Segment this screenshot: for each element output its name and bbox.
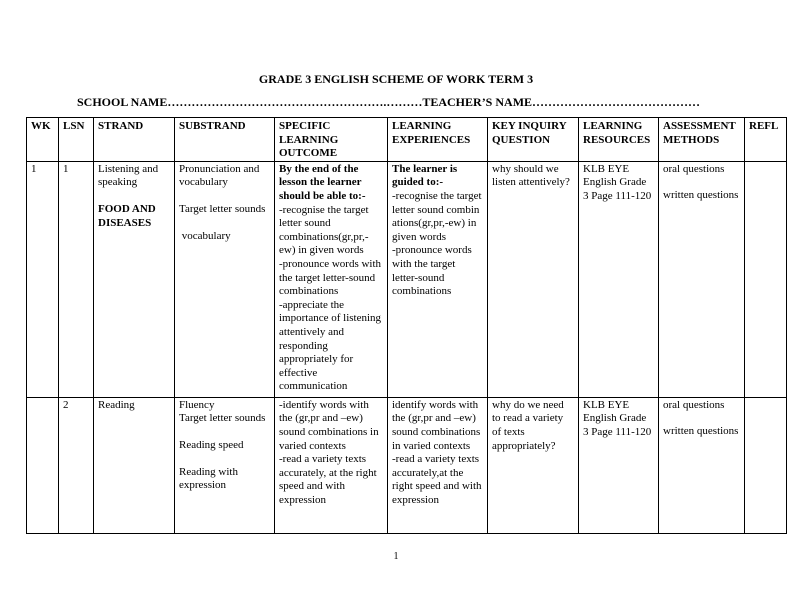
experience-point: identify words with the (gr,pr and –ew) sound combinations in varied contexts (392, 398, 481, 452)
header-experiences: LEARNING EXPERIENCES (388, 118, 488, 162)
substrand-item: Reading speed (179, 438, 244, 451)
header-outcome: SPECIFIC LEARNING OUTCOME (275, 118, 388, 162)
strand-text: Listening and speaking (98, 162, 159, 189)
outcome-point: -recognise the target letter sound combinations(gr,pr,-ew) in given words (279, 203, 369, 257)
cell-assessment (659, 161, 745, 397)
experience-point: -pronounce words with the target letter-sound combinations (392, 244, 472, 298)
cell-substrand (175, 161, 275, 397)
assessment-item: oral questions (663, 162, 725, 175)
cell-resources: KLB EYE English Grade 3 Page 111-120 (579, 397, 659, 533)
assessment-item: written questions (663, 189, 739, 202)
substrand-item: Reading with expression (179, 465, 238, 492)
header-strand: STRAND (94, 118, 175, 162)
cell-strand (94, 161, 175, 397)
strand-theme: FOOD AND DISEASES (98, 202, 156, 229)
cell-reflection (745, 397, 787, 533)
outcome-intro: By the end of the lesson the learner should be able to:- (279, 162, 366, 202)
header-assessment: ASSESSMENT METHODS (659, 118, 745, 162)
experience-point: -recognise the target letter sound combinations(gr,pr,-ew) in given words (392, 189, 482, 243)
cell-week: 1 (27, 161, 59, 397)
outcome-point: -appreciate the importance of listening attentively and responding appropriately for effective communication (279, 298, 382, 393)
substrand-item: Target letter sounds (179, 412, 266, 425)
cell-question: why do we need to read a variety of texts appropriately? (488, 397, 579, 533)
school-teacher-line: SCHOOL NAME……………………………………………….………TEACHER’S NAME…………………………………… (77, 95, 701, 109)
cell-reflection (745, 161, 787, 397)
outcome-point: -identify words with the (gr,pr and –ew) sound combinations in varied contexts (279, 398, 379, 452)
substrand-item: vocabulary (179, 229, 231, 242)
table-row (27, 397, 787, 533)
experience-point: -read a variety texts accurately,at the right speed and with expression (392, 453, 482, 506)
header-question: KEY INQUIRY QUESTION (488, 118, 579, 162)
cell-week (27, 397, 59, 533)
cell-outcome (275, 397, 388, 533)
outcome-point: -read a variety texts accurately, at the right speed and with expression (279, 453, 377, 506)
header-reflection: REFL (745, 118, 787, 162)
header-wk: WK (27, 118, 59, 162)
assessment-item: written questions (663, 425, 739, 438)
cell-experiences (388, 397, 488, 533)
experiences-intro: The learner is guided to:- (392, 162, 458, 189)
cell-experiences (388, 161, 488, 397)
header-row (27, 118, 787, 162)
table-row (27, 161, 787, 397)
header-lsn: LSN (59, 118, 94, 162)
cell-strand (94, 397, 175, 533)
page-number: 1 (393, 551, 399, 562)
cell-lesson: 1 (59, 161, 94, 397)
cell-lesson: 2 (59, 397, 94, 533)
strand-text: Reading (98, 398, 135, 411)
substrand-item: Target letter sounds (179, 202, 266, 215)
header-substrand: SUBSTRAND (175, 118, 275, 162)
cell-outcome (275, 161, 388, 397)
outcome-point: -pronounce words with the target letter-sound combinations (279, 257, 382, 298)
substrand-item: Pronunciation and vocabulary (179, 162, 260, 189)
scheme-of-work-table (26, 117, 787, 534)
substrand-item: Fluency (179, 398, 215, 411)
assessment-item: oral questions (663, 398, 725, 411)
cell-resources: KLB EYE English Grade 3 Page 111-120 (579, 161, 659, 397)
document-title: GRADE 3 ENGLISH SCHEME OF WORK TERM 3 (258, 72, 534, 86)
cell-assessment (659, 397, 745, 533)
header-resources: LEARNING RESOURCES (579, 118, 659, 162)
cell-question: why should we listen attentively? (488, 161, 579, 397)
cell-substrand (175, 397, 275, 533)
